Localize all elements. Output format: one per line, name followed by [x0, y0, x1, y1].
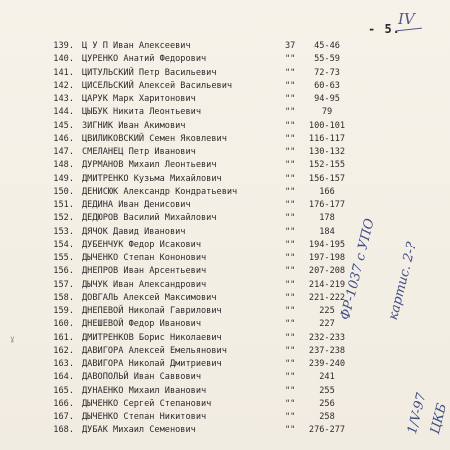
entry-pages: 221-222 [308, 292, 346, 303]
entry-ditto: "" [285, 200, 296, 210]
entry-ditto: "" [285, 133, 296, 144]
entry-number: 167. [53, 412, 74, 422]
entry-ditto: "" [285, 425, 296, 436]
entry-name: ДАВИГОРА Николай Дмитриевич [82, 359, 222, 369]
entry-number: 142. [53, 80, 74, 91]
entry-ditto: "" [285, 372, 296, 383]
entry-pages: 194-195 [308, 239, 346, 250]
entry-name: ДЕДЮРОВ Василий Михайлович [82, 213, 217, 224]
entry-ditto: 37 [285, 41, 296, 51]
entry-name: ДЫЧЕНКО Степан Никитович [82, 412, 207, 422]
entry-pages: 94-95 [314, 94, 340, 104]
entry-ditto: "" [285, 306, 296, 316]
entry-pages: 241 [319, 372, 335, 383]
entry-number: 141. [53, 67, 74, 78]
entry-number: 139. [53, 41, 74, 51]
entry-ditto: "" [285, 80, 296, 91]
entry-pages: 207-208 [308, 266, 346, 277]
entry-number: 140. [53, 54, 74, 65]
entry-number: 145. [53, 120, 74, 131]
entry-pages: 156-157 [308, 173, 346, 184]
handwritten-note-4: ЦКБ [428, 401, 450, 436]
entry-pages: 55-59 [314, 54, 340, 65]
entry-pages: 276-277 [308, 425, 346, 436]
entry-ditto: "" [285, 266, 296, 277]
entry-name: ДЫЧЕНКО Сергей Степанович [82, 398, 212, 409]
entry-ditto: "" [285, 279, 296, 290]
entry-number: 164. [53, 372, 74, 383]
entry-pages: 232-233 [308, 332, 346, 343]
entry-name: ДЕНИСЮК Александр Кондратьевич [82, 186, 238, 197]
entry-ditto: "" [285, 239, 296, 250]
handwritten-note-1: ФР-1037 с УПО [338, 217, 378, 322]
entry-number: 163. [53, 359, 74, 369]
entry-number: 168. [53, 425, 74, 436]
entry-pages: 225 [319, 306, 335, 316]
entry-name: ДУРМАНОВ Михаил Леонтьевич [82, 160, 217, 171]
entry-ditto: "" [285, 345, 296, 356]
entry-name: ДЯЧОК Давид Иванович [82, 226, 186, 237]
entry-pages: 79 [321, 107, 333, 118]
entry-number: 162. [53, 345, 74, 356]
entry-name: ДОВГАЛЬ Алексей Максимович [82, 292, 217, 303]
entry-name: ДУБАК Михаил Семенович [82, 425, 196, 436]
entry-name: ЦУРЕНКО Анатий Федорович [82, 54, 207, 65]
entry-ditto: "" [285, 94, 296, 104]
entry-number: 157. [53, 279, 74, 290]
entry-number: 156. [53, 266, 74, 277]
handwritten-note-2: картис. 2-? [386, 240, 420, 322]
entry-name: ДЫЧУК Иван Александрович [82, 279, 207, 290]
entry-ditto: "" [285, 359, 296, 369]
roman-numeral-annotation: IV [398, 10, 415, 28]
entry-ditto: "" [285, 120, 296, 131]
entry-number: 166. [53, 398, 74, 409]
entry-name: ЦИСЕЛЬСКИЙ Алексей Васильевич [82, 80, 233, 91]
entry-number: 158. [53, 292, 74, 303]
entry-name: ДМИТРЕНКО Кузьма Михайлович [82, 173, 222, 184]
entry-pages: 258 [319, 412, 335, 422]
entry-pages: 214-219 [308, 279, 346, 290]
entry-name: ДАВОПОЛЬЙ Иван Саввович [82, 372, 201, 383]
entry-pages: 178 [319, 213, 335, 224]
entry-number: 150. [53, 186, 74, 197]
entry-pages: 166 [319, 186, 335, 197]
entry-name: ЦЫБУК Никита Леонтьевич [82, 107, 201, 118]
entry-number: 149. [53, 173, 74, 184]
entry-ditto: "" [285, 319, 296, 330]
entry-name: ДАВИГОРА Алексей Емельянович [82, 345, 227, 356]
entry-number: 151. [53, 200, 74, 210]
entry-pages: 60-63 [314, 80, 340, 91]
entry-ditto: "" [285, 292, 296, 303]
entry-name: ДЫЧЕНКО Степан Кононович [82, 253, 207, 263]
entry-pages: 45-46 [314, 41, 340, 51]
entry-pages: 237-238 [308, 345, 346, 356]
entry-name: ДМИТРЕНКОВ Борис Николаевич [82, 332, 222, 343]
entry-pages: 256 [319, 398, 335, 409]
entry-ditto: "" [285, 253, 296, 263]
entry-ditto: "" [285, 398, 296, 409]
entry-ditto: "" [285, 412, 296, 422]
entry-pages: 239-240 [308, 359, 346, 369]
entry-number: 160. [53, 319, 74, 330]
entry-ditto: "" [285, 107, 296, 118]
entry-number: 143. [53, 94, 74, 104]
entry-ditto: "" [285, 147, 296, 157]
entry-name: ДНЕПРОВ Иван Арсентьевич [82, 266, 207, 277]
entry-pages: 72-73 [314, 67, 340, 78]
entry-pages: 184 [319, 226, 335, 237]
entry-pages: 176-177 [308, 200, 346, 210]
entry-pages: 100-101 [308, 120, 346, 131]
entry-name: ДЕДИНА Иван Денисович [82, 200, 191, 210]
entry-ditto: "" [285, 226, 296, 237]
entry-name: СМЕЛАНЕЦ Петр Иванович [82, 147, 196, 157]
entry-number: 155. [53, 253, 74, 263]
entry-ditto: "" [285, 160, 296, 171]
entry-number: 154. [53, 239, 74, 250]
entry-name: ДНЕШЕВОЙ Федор Иванович [82, 319, 201, 330]
entry-ditto: "" [285, 186, 296, 197]
handwritten-note-3: 1/V-97 [405, 391, 430, 436]
entry-ditto: "" [285, 385, 296, 396]
entry-number: 152. [53, 213, 74, 224]
entry-pages: 130-132 [308, 147, 346, 157]
entry-number: 161. [53, 332, 74, 343]
entry-number: 147. [53, 147, 74, 157]
entry-number: 144. [53, 107, 74, 118]
entry-name: ДУБЕНЧУК Федор Исакович [82, 239, 201, 250]
entry-pages: 116-117 [308, 133, 346, 144]
entry-name: ЦАРУК Марк Харитонович [82, 94, 196, 104]
entry-name: ЦИТУЛЬСКИЙ Петр Васильевич [82, 67, 217, 78]
entry-ditto: "" [285, 173, 296, 184]
entry-ditto: "" [285, 213, 296, 224]
entry-pages: 197-198 [308, 253, 346, 263]
entry-pages: 152-155 [308, 160, 346, 171]
entry-name: ДУНАЕНКО Михаил Иванович [82, 385, 207, 396]
entry-number: 159. [53, 306, 74, 316]
entry-pages: 255 [319, 385, 335, 396]
entry-ditto: "" [285, 67, 296, 78]
entry-number: 153. [53, 226, 74, 237]
entry-name: ЗИГНИК Иван Акимович [82, 120, 186, 131]
entry-ditto: "" [285, 332, 296, 343]
entry-pages: 227 [319, 319, 335, 330]
margin-mark: ɣ [10, 334, 15, 343]
entry-number: 148. [53, 160, 74, 171]
entry-number: 165. [53, 385, 74, 396]
entry-number: 146. [53, 133, 74, 144]
page-number: - 5. [368, 22, 401, 36]
entry-name: ЦВИЛИКОВСКИЙ Семен Яковлевич [82, 133, 227, 144]
entry-name: Ц У П Иван Алексеевич [82, 41, 191, 51]
entry-ditto: "" [285, 54, 296, 65]
entry-name: ДНЕПЕВОЙ Николай Гаврилович [82, 306, 222, 316]
